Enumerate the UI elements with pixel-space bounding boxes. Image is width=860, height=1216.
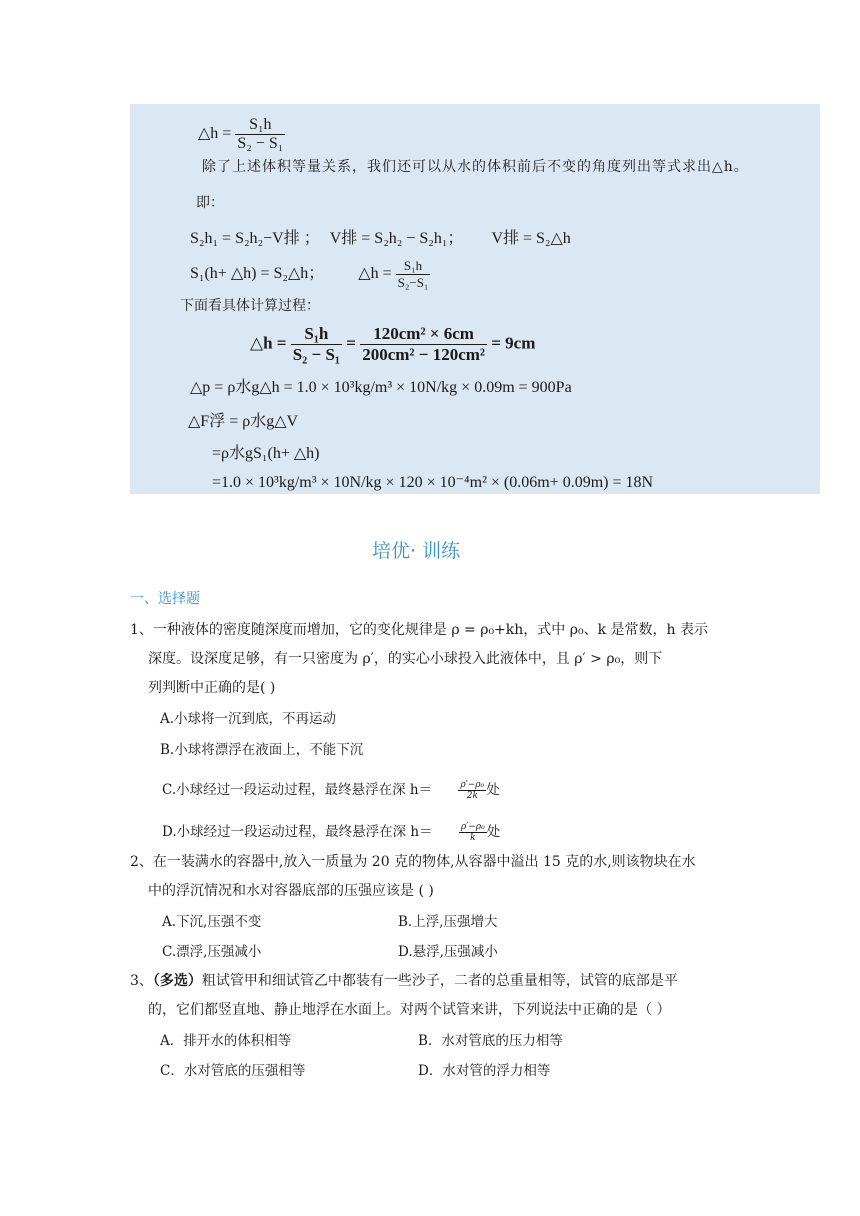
calc-intro: 下面看具体计算过程：	[180, 298, 320, 314]
q2-option-a: A.下沉,压强不变	[162, 914, 262, 930]
q2-option-c: C.漂浮,压强减小	[162, 944, 262, 960]
option-end: 处	[486, 782, 500, 798]
option-text: D.小球经过一段运动过程，最终悬浮在深 h＝	[162, 824, 433, 840]
eq-part: S₂h₁ = S₂h₂−V排 ；	[190, 230, 320, 247]
numerator: ρ′−ρ₀	[460, 822, 485, 832]
numerator: S₁h	[235, 116, 285, 135]
paragraph: 除了上述体积等量关系，我们还可以从水的体积前后不变的角度列出等式求出△h。	[202, 159, 749, 175]
q2-option-d: D.悬浮,压强减小	[398, 944, 498, 960]
delta-h-formula	[198, 116, 285, 153]
q3-line-2: 的，它们都竖直地、静止地浮在水面上。对两个试管来讲，下列说法中正确的是（ ）	[148, 1002, 671, 1018]
q2-line-1: 2、在一装满水的容器中,放入一质量为 20 克的物体,从容器中溢出 15 克的水,则该物块在水	[130, 854, 696, 870]
delta-f-line: △F浮 = ρ水g△V	[188, 413, 299, 430]
numerator: ρ′−ρ₀	[460, 780, 485, 790]
numerator: S₁h	[396, 258, 431, 275]
denominator: S₂ − S₁	[292, 345, 341, 364]
numerator: 120cm² × 6cm	[360, 324, 487, 345]
q2-option-b: B.上浮,压强增大	[398, 914, 498, 930]
q1-option-b: B.小球将漂浮在液面上，不能下沉	[160, 742, 364, 758]
calc-result: = 9cm	[491, 333, 536, 353]
delta-f-line-3: =1.0 × 10³kg/m³ × 10N/kg × 120 × 10⁻⁴m² × (0.06m+ 0.09m) = 18N	[212, 474, 654, 491]
calc-formula	[250, 324, 535, 365]
fraction	[235, 116, 285, 153]
ji-label: 即：	[196, 195, 224, 211]
q3-line-1	[130, 970, 678, 990]
denominator: 200cm² − 120cm²	[362, 345, 485, 364]
question-type-label: 一、选择题	[130, 591, 200, 607]
q1-option-c	[162, 778, 500, 801]
eq-part: S₁(h+ △h) = S₂△h；	[190, 265, 325, 283]
fraction	[458, 780, 486, 801]
multi-select-tag: （多选）	[152, 973, 202, 989]
q1-option-a: A.小球将一沉到底，不再运动	[160, 711, 337, 727]
eq-part: V排 = S₂h₂ − S₂h₁；	[329, 230, 464, 247]
calc-lhs: △h =	[250, 333, 287, 353]
eq-part: △h =	[358, 265, 392, 283]
option-text: C.小球经过一段运动过程，最终悬浮在深 h＝	[162, 782, 433, 798]
eq-line-1	[190, 225, 571, 248]
q3-option-d: D．水对管的浮力相等	[418, 1063, 551, 1079]
q3-option-b: B．水对管底的压力相等	[418, 1033, 563, 1049]
fraction	[396, 258, 431, 291]
denominator: S₂ − S₁	[237, 135, 284, 152]
denominator: S₂−S₁	[397, 275, 429, 290]
q1-line-3: 列判断中正确的是( )	[148, 680, 276, 696]
eq-line-2	[190, 258, 430, 291]
section-heading: 培优· 训练	[372, 540, 461, 562]
q3-option-a: A．排开水的体积相等	[160, 1033, 292, 1049]
denominator: k	[470, 833, 476, 843]
q2-line-2: 中的浮沉情况和水对容器底部的压强应该是 ( )	[148, 883, 434, 899]
delta-p-line: △p = ρ水g△h = 1.0 × 10³kg/m³ × 10N/kg × 0.09m = 900Pa	[190, 379, 572, 396]
q1-line-1: 1、一种液体的密度随深度而增加，它的变化规律是 ρ = ρ₀+kh，式中 ρ₀、k 是常数，h 表示	[130, 622, 708, 638]
numerator: S₁h	[291, 324, 342, 345]
denominator: 2k	[466, 791, 478, 801]
q3-option-c: C．水对管底的压强相等	[160, 1063, 306, 1079]
fraction	[360, 324, 487, 365]
question-number: 3、	[130, 973, 153, 989]
fraction	[291, 324, 342, 365]
q1-option-d	[162, 820, 500, 843]
q1-line-2: 深度。设深度足够，有一只密度为 ρ′，的实心小球投入此液体中，且 ρ′ > ρ₀，则下	[148, 651, 663, 667]
formula-lhs: △h =	[198, 125, 232, 143]
option-end: 处	[486, 824, 501, 840]
eq-part: V排 = S₂△h	[491, 230, 571, 247]
question-text: 粗试管甲和细试管乙中都装有一些沙子，二者的总重量相等，试管的底部是平	[201, 973, 678, 989]
fraction	[459, 822, 487, 843]
delta-f-line-2: =ρ水gS₁(h+ △h)	[212, 445, 320, 462]
equals: =	[346, 333, 356, 353]
solution-box	[130, 104, 820, 494]
